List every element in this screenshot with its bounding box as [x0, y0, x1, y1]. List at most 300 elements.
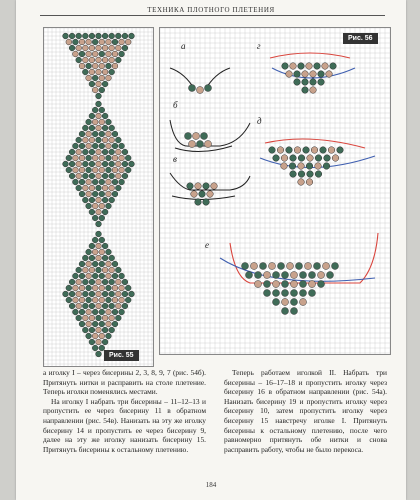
bead — [96, 113, 102, 119]
bead — [102, 161, 108, 167]
bead — [109, 327, 115, 333]
bead — [76, 161, 82, 167]
bead — [122, 149, 128, 155]
bead — [89, 57, 95, 63]
bead — [315, 163, 322, 170]
bead — [309, 281, 316, 288]
bead — [112, 297, 118, 303]
sublabel-b: б — [173, 100, 178, 110]
bead — [282, 290, 289, 297]
bead — [99, 309, 105, 315]
bead — [201, 133, 208, 140]
paragraph: Теперь работаем иголкой II. Набрать три бисерины – 16–17–18 и пропустить иголку через бисерину 16 в обратном направлении (рис. 54а). Нанизать бисерину 19 и пропустить иголку через бисерину 10, затем пропустить иголку через бисерину 15 навстречу иголке I. Притянуть бисерины к остальному плетению, после чего равномерно притянуть обе нитки и снова расправить работу, чтобы не было перекоса. — [224, 368, 387, 454]
bead — [294, 79, 301, 86]
bead — [89, 267, 95, 273]
bead — [89, 303, 95, 309]
bead — [79, 63, 85, 69]
page-number: 184 — [205, 481, 217, 489]
bead — [300, 290, 307, 297]
bead — [195, 183, 202, 190]
bead — [102, 33, 108, 39]
bead — [96, 339, 102, 345]
bead — [119, 167, 125, 173]
bead — [323, 263, 330, 270]
bead — [332, 155, 339, 162]
bead — [86, 261, 92, 267]
bead — [332, 263, 339, 270]
bead — [79, 155, 85, 161]
bead — [86, 321, 92, 327]
bead — [99, 131, 105, 137]
bead — [92, 51, 98, 57]
bead — [99, 203, 105, 209]
bead — [89, 315, 95, 321]
bead — [92, 75, 98, 81]
bead — [310, 71, 317, 78]
bead — [337, 147, 344, 154]
bead — [82, 315, 88, 321]
bead — [309, 272, 316, 279]
bead — [96, 315, 102, 321]
sublabel-g: г — [257, 41, 261, 51]
bead — [205, 141, 212, 148]
bead — [86, 131, 92, 137]
bead — [79, 143, 85, 149]
bead — [96, 303, 102, 309]
bead — [86, 191, 92, 197]
bead — [82, 173, 88, 179]
bead — [96, 69, 102, 75]
bead — [66, 167, 72, 173]
bead — [89, 255, 95, 261]
bead — [273, 290, 280, 297]
bead — [106, 191, 112, 197]
bead — [73, 51, 79, 57]
bead — [96, 101, 102, 107]
bead — [112, 273, 118, 279]
bead — [255, 281, 262, 288]
bead — [115, 149, 121, 155]
bead — [73, 273, 79, 279]
bead — [92, 297, 98, 303]
bead — [76, 279, 82, 285]
bead — [73, 39, 79, 45]
bead — [92, 131, 98, 137]
sublabel-d: д — [257, 116, 262, 126]
bead — [86, 309, 92, 315]
bead — [79, 131, 85, 137]
bead — [89, 125, 95, 131]
bead — [96, 221, 102, 227]
bead — [86, 143, 92, 149]
figure-55-label: Рис. 55 — [104, 350, 139, 361]
bead — [119, 297, 125, 303]
bead — [96, 185, 102, 191]
bead — [82, 137, 88, 143]
bead — [96, 291, 102, 297]
bead — [89, 339, 95, 345]
bead — [327, 272, 334, 279]
bead — [82, 149, 88, 155]
bead — [99, 63, 105, 69]
bead — [99, 155, 105, 161]
bead — [92, 345, 98, 351]
bead — [86, 203, 92, 209]
bead — [109, 267, 115, 273]
bead — [269, 263, 276, 270]
bead — [207, 191, 214, 198]
bead — [99, 297, 105, 303]
paragraph: На иголку I набрать три бисерины – 11–12–13 и пропустить ее через бисерину 11 в обратном направлении (рис. 54в). Нанизать на эту же иголку бисерину 14 и пропустить ее через бисерину 9, далее на эту же иголку нанизать бисерину 15. Притянуть бисерины к остальному плетению. — [43, 396, 206, 454]
bead — [310, 87, 317, 94]
bead — [298, 179, 305, 186]
bead — [129, 291, 135, 297]
bead — [286, 147, 293, 154]
bead — [79, 167, 85, 173]
bead — [119, 309, 125, 315]
bead — [289, 163, 296, 170]
bead — [79, 51, 85, 57]
header-rule — [40, 15, 385, 16]
bead — [106, 63, 112, 69]
bead — [106, 333, 112, 339]
bead — [99, 333, 105, 339]
bead — [300, 281, 307, 288]
bead — [63, 33, 69, 39]
bead — [294, 71, 301, 78]
bead — [282, 272, 289, 279]
bead — [109, 279, 115, 285]
bead — [115, 137, 121, 143]
bead — [69, 33, 75, 39]
bead — [96, 351, 102, 357]
bead — [102, 113, 108, 119]
bead — [264, 290, 271, 297]
bead — [99, 51, 105, 57]
bead — [106, 249, 112, 255]
bead — [109, 303, 115, 309]
bead — [102, 69, 108, 75]
bead — [294, 147, 301, 154]
bead — [79, 321, 85, 327]
bead — [66, 297, 72, 303]
bead — [106, 39, 112, 45]
bead — [99, 87, 105, 93]
bead — [305, 263, 312, 270]
bead — [199, 191, 206, 198]
bead — [109, 125, 115, 131]
bead — [205, 85, 212, 92]
bead — [92, 179, 98, 185]
bead — [96, 267, 102, 273]
bead — [326, 71, 333, 78]
bead — [246, 272, 253, 279]
bead — [96, 149, 102, 155]
bead — [106, 321, 112, 327]
bead — [125, 297, 131, 303]
bead — [102, 209, 108, 215]
bead — [86, 167, 92, 173]
figure-56-diagrams — [160, 28, 390, 354]
bead — [99, 191, 105, 197]
bead — [112, 285, 118, 291]
bead — [119, 179, 125, 185]
bead — [264, 272, 271, 279]
bead — [291, 299, 298, 306]
bead — [82, 327, 88, 333]
bead — [303, 147, 310, 154]
bead — [89, 149, 95, 155]
bead — [129, 33, 135, 39]
bead — [306, 179, 313, 186]
bead — [281, 155, 288, 162]
bead — [92, 237, 98, 243]
bead — [302, 79, 309, 86]
bead — [273, 155, 280, 162]
bead — [86, 75, 92, 81]
bead — [195, 199, 202, 206]
bead — [106, 119, 112, 125]
bead — [92, 39, 98, 45]
bead — [122, 173, 128, 179]
bead — [112, 131, 118, 137]
bead — [82, 185, 88, 191]
bead — [86, 39, 92, 45]
bead — [323, 163, 330, 170]
bead — [76, 33, 82, 39]
bead — [82, 303, 88, 309]
bead — [330, 63, 337, 70]
bead — [115, 315, 121, 321]
bead — [92, 215, 98, 221]
bead — [314, 63, 321, 70]
bead — [99, 143, 105, 149]
bead — [76, 303, 82, 309]
bead — [106, 167, 112, 173]
bead — [109, 291, 115, 297]
bead — [89, 279, 95, 285]
bead — [102, 315, 108, 321]
bead — [112, 309, 118, 315]
bead — [73, 285, 79, 291]
bead — [79, 273, 85, 279]
bead — [99, 249, 105, 255]
bead — [89, 173, 95, 179]
bead — [89, 137, 95, 143]
bead — [322, 63, 329, 70]
bead — [99, 179, 105, 185]
bead — [82, 279, 88, 285]
bead — [314, 263, 321, 270]
bead — [106, 273, 112, 279]
bead — [298, 155, 305, 162]
bead — [96, 327, 102, 333]
bead — [106, 143, 112, 149]
bead — [324, 155, 331, 162]
bead — [96, 33, 102, 39]
bead — [92, 309, 98, 315]
bead — [109, 255, 115, 261]
bead — [115, 279, 121, 285]
bead — [89, 81, 95, 87]
bead — [69, 303, 75, 309]
bead — [76, 315, 82, 321]
bead — [189, 85, 196, 92]
bead — [89, 113, 95, 119]
bead — [82, 57, 88, 63]
sublabel-v: в — [173, 154, 177, 164]
bead — [76, 149, 82, 155]
bead — [112, 155, 118, 161]
bead — [115, 161, 121, 167]
bead — [102, 267, 108, 273]
bead — [96, 209, 102, 215]
bead — [115, 173, 121, 179]
bead — [79, 261, 85, 267]
bead — [242, 263, 249, 270]
bead — [109, 45, 115, 51]
bead — [69, 279, 75, 285]
bead — [96, 197, 102, 203]
bead — [86, 155, 92, 161]
bead — [73, 143, 79, 149]
bead — [89, 69, 95, 75]
bead — [102, 243, 108, 249]
bead — [119, 39, 125, 45]
bead — [102, 327, 108, 333]
bead — [315, 171, 322, 178]
bead — [291, 272, 298, 279]
bead — [318, 272, 325, 279]
bead — [122, 279, 128, 285]
bead — [86, 333, 92, 339]
bead — [96, 93, 102, 99]
bead — [189, 141, 196, 148]
figure-56-label: Рис. 56 — [343, 33, 378, 44]
bead — [106, 131, 112, 137]
bead — [106, 75, 112, 81]
bead — [96, 279, 102, 285]
bead — [106, 309, 112, 315]
bead — [282, 308, 289, 315]
bead — [102, 339, 108, 345]
bead — [92, 321, 98, 327]
bead — [92, 87, 98, 93]
bead — [102, 81, 108, 87]
bead — [63, 161, 69, 167]
bead — [92, 167, 98, 173]
bead — [99, 215, 105, 221]
figure-55-pattern — [44, 28, 153, 366]
bead — [273, 281, 280, 288]
bead — [96, 137, 102, 143]
bead — [99, 261, 105, 267]
bead — [112, 167, 118, 173]
bead — [106, 155, 112, 161]
bead — [273, 272, 280, 279]
bead — [92, 143, 98, 149]
bead — [264, 281, 271, 288]
bead — [197, 141, 204, 148]
bead — [122, 33, 128, 39]
bead — [96, 255, 102, 261]
bead — [79, 39, 85, 45]
bead — [69, 161, 75, 167]
bead — [82, 267, 88, 273]
bead — [82, 197, 88, 203]
bead — [290, 155, 297, 162]
bead — [86, 285, 92, 291]
bead — [102, 173, 108, 179]
bead — [82, 69, 88, 75]
bead — [92, 107, 98, 113]
bead — [73, 155, 79, 161]
sublabel-a: а — [181, 41, 186, 51]
figure-56 — [159, 27, 391, 355]
bead — [102, 197, 108, 203]
bead — [286, 71, 293, 78]
bead — [125, 155, 131, 161]
bead — [306, 63, 313, 70]
bead — [290, 171, 297, 178]
bead — [96, 81, 102, 87]
bead — [112, 63, 118, 69]
bead — [99, 321, 105, 327]
bead — [307, 171, 314, 178]
bead — [96, 45, 102, 51]
bead — [109, 161, 115, 167]
bead — [115, 291, 121, 297]
bead — [102, 137, 108, 143]
bead — [203, 199, 210, 206]
bead — [63, 291, 69, 297]
bead — [82, 291, 88, 297]
needle-thread-blue — [220, 258, 375, 281]
bead — [73, 297, 79, 303]
bead — [109, 149, 115, 155]
bead — [82, 45, 88, 51]
bead — [66, 155, 72, 161]
bead — [287, 263, 294, 270]
bead — [277, 147, 284, 154]
bead — [115, 303, 121, 309]
bead — [291, 308, 298, 315]
bead — [320, 147, 327, 154]
bead — [79, 179, 85, 185]
bead — [282, 281, 289, 288]
bead — [89, 243, 95, 249]
figure-55 — [43, 27, 154, 367]
bead — [318, 281, 325, 288]
bead — [291, 281, 298, 288]
bead — [125, 167, 131, 173]
bead — [125, 39, 131, 45]
bead — [86, 179, 92, 185]
bead — [102, 303, 108, 309]
bead — [112, 321, 118, 327]
bead — [129, 161, 135, 167]
bead — [76, 57, 82, 63]
bead — [76, 267, 82, 273]
bead — [109, 57, 115, 63]
bead — [102, 291, 108, 297]
bead — [298, 63, 305, 70]
bead — [76, 137, 82, 143]
bead — [92, 273, 98, 279]
bead — [282, 299, 289, 306]
thread-path — [175, 146, 232, 152]
bead — [115, 33, 121, 39]
